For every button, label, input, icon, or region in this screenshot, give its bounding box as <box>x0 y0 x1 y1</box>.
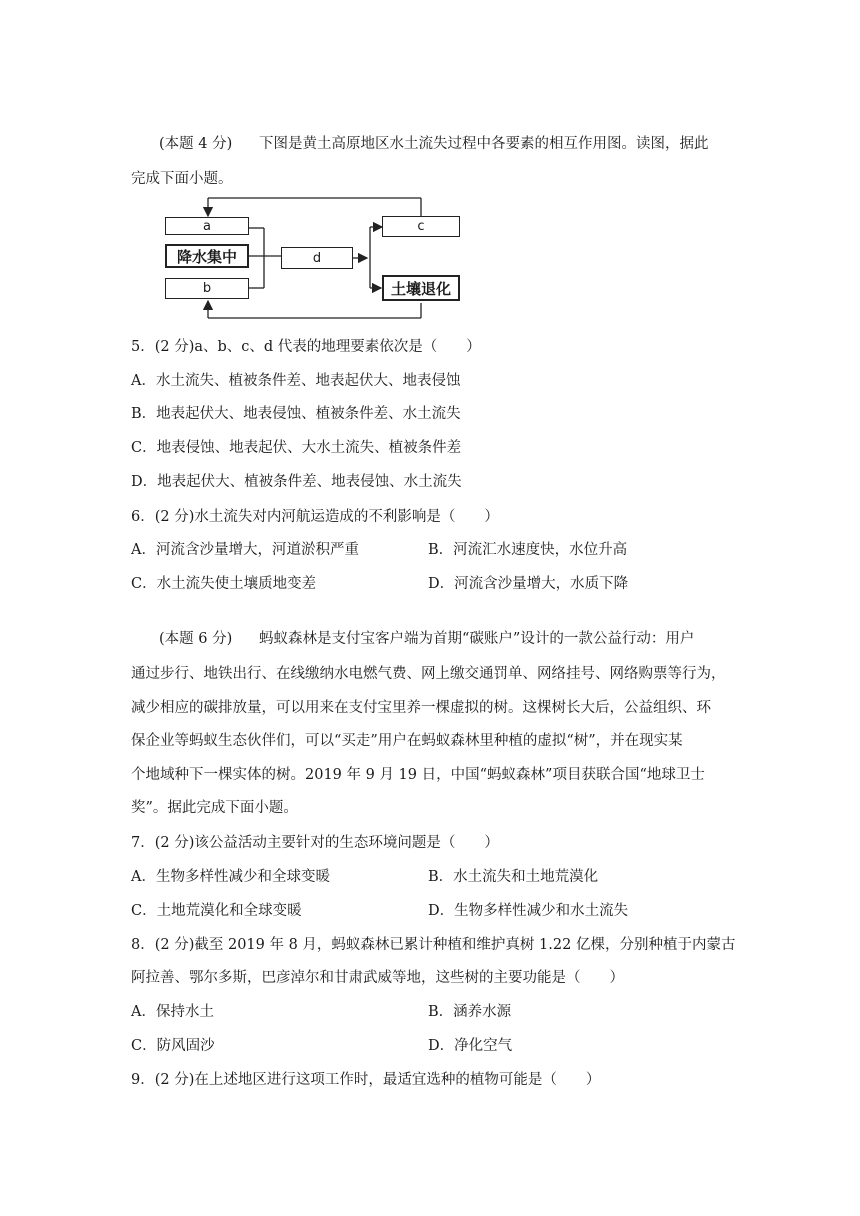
section2-line1: (本题 6 分) 蚂蚁森林是支付宝客户端为首期“碳账户”设计的一款公益行动：用户 <box>159 631 695 647</box>
section2-line2: 通过步行、地铁出行、在线缴纳水电燃气费、网上缴交通罚单、网络挂号、网络购票等行为， <box>131 666 726 682</box>
q7-option-b: B．水土流失和土地荒漠化 <box>428 869 599 885</box>
q8-stem-line1: 8．(2 分)截至 2019 年 8 月，蚂蚁森林已累计种植和维护真树 1.22 亿棵，分别种植于内蒙古 <box>131 937 736 953</box>
q5-stem: 5．(2 分)a、b、c、d 代表的地理要素依次是（ ） <box>131 339 481 355</box>
q8-option-b: B．涵养水源 <box>428 1004 512 1020</box>
q7-option-d: D．生物多样性减少和水土流失 <box>428 903 629 919</box>
q8-option-d: D．净化空气 <box>428 1038 513 1054</box>
section2-line4: 保企业等蚂蚁生态伙伴们，可以“买走”用户在蚂蚁森林里种植的虚拟“树”，并在现实某 <box>131 733 683 749</box>
q5-option-b: B．地表起伏大、地表侵蚀、植被条件差、水土流失 <box>131 406 461 422</box>
q8-option-c: C．防风固沙 <box>131 1038 215 1054</box>
diagram-box-b: b <box>165 278 249 299</box>
q6-option-d: D．河流含沙量增大，水质下降 <box>428 576 629 592</box>
section1-score-tag: (本题 4 分) <box>159 136 233 152</box>
section1-intro-line2: 完成下面小题。 <box>131 171 233 187</box>
q5-option-c: C．地表侵蚀、地表起伏、大水土流失、植被条件差 <box>131 440 462 456</box>
q7-option-a: A．生物多样性减少和全球变暖 <box>131 869 330 885</box>
q8-stem-line2: 阿拉善、鄂尔多斯，巴彦淖尔和甘肃武威等地，这些树的主要功能是（ ） <box>131 970 624 986</box>
diagram-box-c: c <box>382 216 460 237</box>
section2-line6: 奖”。据此完成下面小题。 <box>131 800 298 816</box>
q6-option-b: B．河流汇水速度快，水位升高 <box>428 542 628 558</box>
q8-option-a: A．保持水土 <box>131 1004 214 1020</box>
q6-option-c: C．水土流失使土壤质地变差 <box>131 576 317 592</box>
diagram-box-d: d <box>281 247 353 269</box>
section1-intro-line1: (本题 4 分) 下图是黄土高原地区水土流失过程中各要素的相互作用图。读图，据此 <box>159 136 709 152</box>
q5-option-d: D．地表起伏大、植被条件差、地表侵蚀、水土流失 <box>131 474 462 490</box>
q9-stem: 9．(2 分)在上述地区进行这项工作时，最适宜选种的植物可能是（ ） <box>131 1072 601 1088</box>
section2-score-tag: (本题 6 分) <box>159 631 233 647</box>
soil-erosion-diagram <box>162 186 467 324</box>
diagram-box-rain: 降水集中 <box>165 244 249 268</box>
q7-option-c: C．土地荒漠化和全球变暖 <box>131 903 302 919</box>
diagram-box-soil: 土壤退化 <box>382 275 460 301</box>
q6-stem: 6．(2 分)水土流失对内河航运造成的不利影响是（ ） <box>131 509 499 525</box>
q6-option-a: A．河流含沙量增大，河道淤积严重 <box>131 542 359 558</box>
q7-stem: 7．(2 分)该公益活动主要针对的生态环境问题是（ ） <box>131 835 499 851</box>
diagram-box-a: a <box>165 217 249 235</box>
section2-line3: 减少相应的碳排放量，可以用来在支付宝里养一棵虚拟的树。这棵树长大后，公益组织、环 <box>131 700 711 716</box>
q5-option-a: A．水土流失、植被条件差、地表起伏大、地表侵蚀 <box>131 373 461 389</box>
section2-line5: 个地域种下一棵实体的树。2019 年 9 月 19 日，中国“蚂蚁森林”项目获联合国“地球卫士 <box>131 767 705 783</box>
